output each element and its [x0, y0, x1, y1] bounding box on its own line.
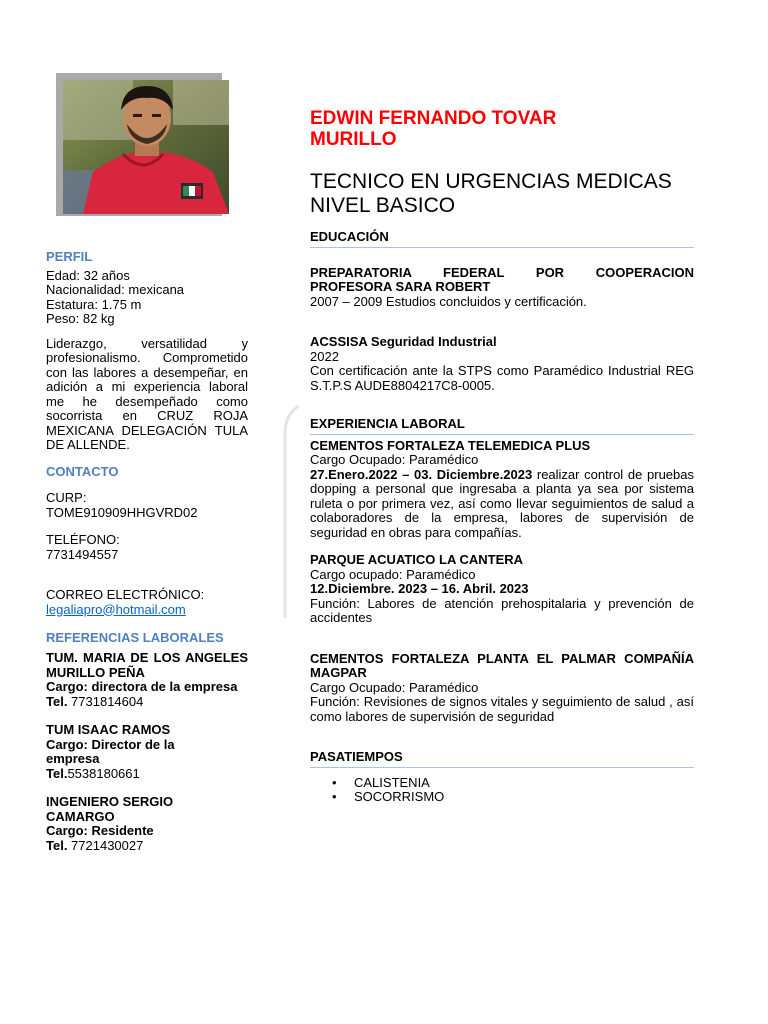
experience-position: Cargo Ocupado: Paramédico — [310, 679, 479, 695]
experience-company: PARQUE ACUATICO LA CANTERA — [310, 552, 524, 567]
profile-photo — [63, 80, 229, 214]
experience-entry — [310, 553, 694, 626]
profile-height: Estatura: 1.75 m — [46, 296, 142, 312]
education-detail: 2007 – 2009 Estudios concluidos y certificación. — [310, 293, 587, 309]
experience-company: CEMENTOS FORTALEZA TELEMEDICA PLUS — [310, 437, 591, 453]
education-entry — [310, 266, 694, 310]
profile-weight: Peso: 82 kg — [46, 311, 115, 326]
hobbies-list — [332, 776, 694, 805]
experience-company: CEMENTOS FORTALEZA PLANTA EL PALMAR COMPAÑÍA MAGPAR — [310, 650, 694, 680]
profile-summary: Liderazgo, versatilidad y profesionalismo. Comprometido con las labores a desempeñar, en adición a mi experiencia laboral me he desempeñado como socorrista en CRUZ ROJA MEXICANA DELEGACIÓN TULA DE ALLENDE. — [46, 335, 248, 452]
reference-tel-label: Tel. — [46, 765, 68, 781]
job-title: TECNICO EN URGENCIAS MEDICAS NIVEL BASICO — [310, 170, 672, 217]
reference-tel: 7721430027 — [67, 837, 144, 853]
experience-description: Función: Labores de atención prehospitalaria y prevención de accidentes — [310, 595, 694, 625]
experience-description: realizar control de pruebas dopping a personal que ingresaba a planta ya sea por sistema ruleta o por primera vez, así como llevar seguimientos de salud a colaboradores de la empresa, labores de supervisión de seguridad en obras para compañías. — [310, 466, 694, 540]
references-heading: REFERENCIAS LABORALES — [46, 630, 224, 645]
curp-value: TOME910909HHGVRD02 — [46, 504, 198, 520]
experience-dates: 12.Diciembre. 2023 – 16. Abril. 2023 — [310, 581, 529, 596]
list-item: • SOCORRISMO — [332, 790, 694, 805]
education-title: PREPARATORIA FEDERAL POR COOPERACION PROFESORA SARA ROBERT — [310, 264, 694, 294]
reference-tel: 5538180661 — [67, 765, 140, 781]
reference-tel: 7731814604 — [67, 693, 144, 709]
left-column — [46, 250, 248, 853]
email-label: CORREO ELECTRÓNICO: — [46, 587, 205, 602]
curp-label: CURP: — [46, 490, 87, 505]
education-year: 2022 — [310, 348, 339, 364]
email-link[interactable]: legaliapro@hotmail.com — [46, 601, 186, 617]
reference-tel-label: Tel. — [46, 837, 68, 853]
reference-name: TUM. MARIA DE LOS ANGELES MURILLO PEÑA — [46, 650, 248, 680]
experience-description: Función: Revisiones de signos vitales y seguimiento de salud , así como labores de supervisión de seguridad — [310, 694, 694, 724]
reference-position: Cargo: Director de la empresa — [46, 736, 175, 766]
education-title: ACSSISA Seguridad Industrial — [310, 334, 497, 349]
reference-position: Cargo: Residente — [46, 823, 154, 838]
phone-value: 7731494557 — [46, 546, 119, 562]
reference-item — [46, 723, 248, 781]
experience-position: Cargo ocupado: Paramédico — [310, 566, 476, 582]
reference-name: INGENIERO SERGIO CAMARGO — [46, 794, 174, 824]
contact-heading: CONTACTO — [46, 463, 119, 479]
column-divider — [283, 404, 301, 620]
experience-position: Cargo Ocupado: Paramédico — [310, 452, 479, 467]
right-column — [310, 108, 694, 805]
experience-dates: 27.Enero.2022 – 03. Diciembre.2023 — [310, 466, 533, 482]
profile-heading: PERFIL — [46, 249, 93, 264]
experience-entry — [310, 439, 694, 541]
experience-heading: EXPERIENCIA LABORAL — [310, 417, 694, 435]
reference-name: TUM ISAAC RAMOS — [46, 722, 171, 737]
reference-tel-label: Tel. — [46, 693, 68, 709]
list-item: • CALISTENIA — [332, 776, 694, 791]
experience-entry — [310, 652, 694, 725]
education-detail: Con certificación ante la STPS como Paramédico Industrial REG S.T.P.S AUDE8804217C8-0005. — [310, 363, 694, 393]
reference-position: Cargo: directora de la empresa — [46, 679, 238, 694]
hobbies-heading: PASATIEMPOS — [310, 750, 694, 768]
profile-age: Edad: 32 años — [46, 267, 130, 283]
profile-nationality: Nacionalidad: mexicana — [46, 282, 185, 297]
reference-item — [46, 795, 248, 853]
phone-label: TELÉFONO: — [46, 532, 120, 547]
reference-item — [46, 651, 248, 709]
education-heading: EDUCACIÓN — [310, 230, 694, 248]
education-entry — [310, 335, 694, 393]
full-name: EDWIN FERNANDO TOVAR MURILLO — [310, 108, 557, 150]
